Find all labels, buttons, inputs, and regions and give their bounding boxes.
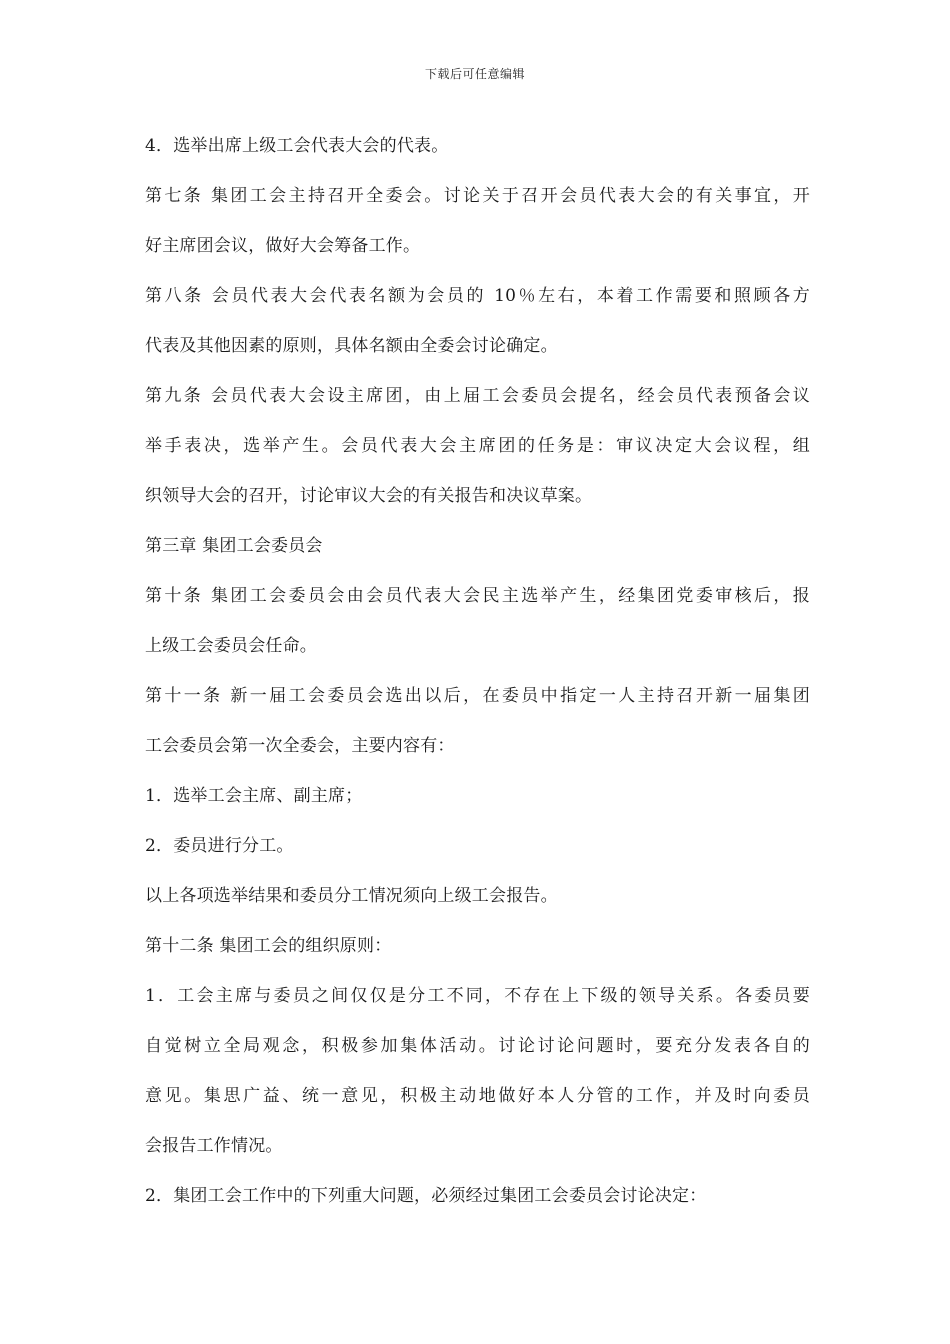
text-line: 举手表决，选举产生。会员代表大会主席团的任务是：审议决定大会议程，组: [145, 436, 810, 456]
text-line: 上级工会委员会任命。: [145, 636, 317, 656]
text-line: 意见。集思广益、统一意见，积极主动地做好本人分管的工作，并及时向委员: [145, 1086, 810, 1106]
text-line: 第九条 会员代表大会设主席团，由上届工会委员会提名，经会员代表预备会议: [145, 386, 810, 406]
text-line: 第十条 集团工会委员会由会员代表大会民主选举产生，经集团党委审核后，报: [145, 586, 810, 606]
text-line: 以上各项选举结果和委员分工情况须向上级工会报告。: [145, 886, 558, 906]
text-line: 代表及其他因素的原则，具体名额由全委会讨论确定。: [145, 336, 558, 356]
text-line: 第十二条 集团工会的组织原则：: [145, 936, 392, 956]
document-body: [145, 121, 810, 1221]
text-line: 第十一条 新一届工会委员会选出以后，在委员中指定一人主持召开新一届集团: [145, 686, 810, 706]
text-line: 织领导大会的召开，讨论审议大会的有关报告和决议草案。: [145, 486, 593, 506]
page-header: 下载后可任意编辑: [424, 67, 525, 81]
text-line: 4．选举出席上级工会代表大会的代表。: [145, 136, 449, 156]
text-line: 2．集团工会工作中的下列重大问题，必须经过集团工会委员会讨论决定：: [145, 1186, 707, 1206]
text-line: 1．工会主席与委员之间仅仅是分工不同，不存在上下级的领导关系。各委员要: [145, 986, 810, 1006]
text-line: 第八条 会员代表大会代表名额为会员的 10％左右，本着工作需要和照顾各方: [145, 286, 810, 306]
text-line: 第七条 集团工会主持召开全委会。讨论关于召开会员代表大会的有关事宜，开: [145, 186, 810, 206]
text-line: 1．选举工会主席、副主席；: [145, 786, 363, 806]
text-line: 第三章 集团工会委员会: [145, 536, 323, 556]
text-line: 自觉树立全局观念，积极参加集体活动。讨论讨论问题时，要充分发表各自的: [145, 1036, 810, 1056]
text-line: 2．委员进行分工。: [145, 836, 294, 856]
text-line: 会报告工作情况。: [145, 1136, 283, 1156]
text-line: 工会委员会第一次全委会，主要内容有：: [145, 736, 455, 756]
text-line: 好主席团会议，做好大会筹备工作。: [145, 236, 421, 256]
